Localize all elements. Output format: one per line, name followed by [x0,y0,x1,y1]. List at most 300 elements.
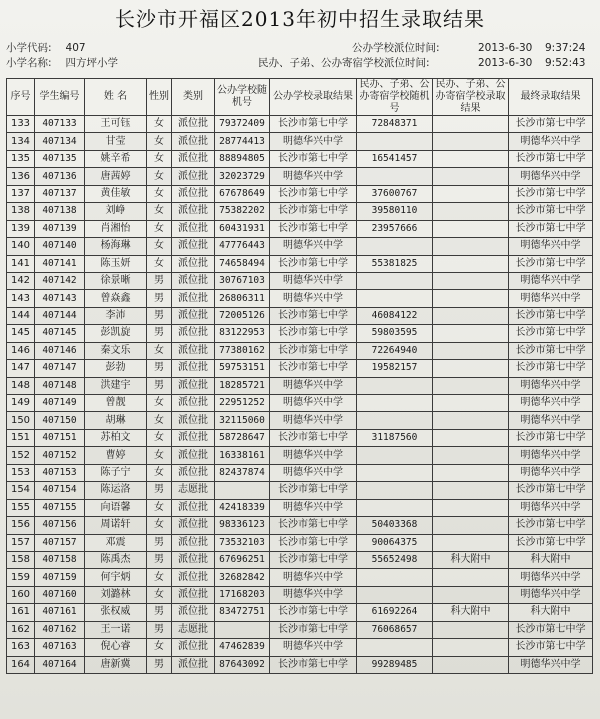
cell-private-random: 55652498 [357,551,433,568]
school-name-label: 小学名称: [6,57,52,69]
cell-name: 杨海琳 [85,238,147,255]
cell-seq: 141 [7,255,35,272]
cell-name: 何宇炳 [85,569,147,586]
cell-private-random [357,290,433,307]
cell-seq: 163 [7,639,35,656]
cell-final-result: 明德华兴中学 [509,412,593,429]
col-header: 民办、子弟、公办寄宿学校随机号 [357,79,433,116]
cell-student-id: 407160 [35,586,85,603]
cell-public-random: 67678649 [215,185,270,202]
cell-private-result: 科大附中 [433,604,509,621]
cell-public-result: 长沙市第七中学 [270,360,357,377]
cell-seq: 158 [7,551,35,568]
cell-name: 姚辛希 [85,150,147,167]
cell-gender: 女 [147,639,172,656]
cell-name: 倪心睿 [85,639,147,656]
cell-private-result [433,586,509,603]
cell-category: 派位批 [172,412,215,429]
cell-gender: 女 [147,255,172,272]
cell-public-random: 59753151 [215,360,270,377]
cell-student-id: 407134 [35,133,85,150]
cell-public-result: 明德华兴中学 [270,586,357,603]
col-header: 性别 [147,79,172,116]
cell-private-random [357,412,433,429]
cell-final-result: 明德华兴中学 [509,447,593,464]
cell-student-id: 407158 [35,551,85,568]
cell-public-random: 32115060 [215,412,270,429]
cell-private-random: 31187560 [357,429,433,446]
cell-final-result: 明德华兴中学 [509,168,593,185]
cell-seq: 136 [7,168,35,185]
cell-gender: 男 [147,534,172,551]
table-row [7,656,593,673]
table-row [7,429,593,446]
cell-seq: 155 [7,499,35,516]
cell-private-random: 16541457 [357,150,433,167]
cell-category: 派位批 [172,429,215,446]
cell-gender: 男 [147,551,172,568]
cell-gender: 女 [147,185,172,202]
cell-final-result: 长沙市第七中学 [509,116,593,133]
cell-private-result [433,429,509,446]
cell-public-result: 长沙市第七中学 [270,429,357,446]
cell-gender: 女 [147,168,172,185]
cell-name: 彭凯旋 [85,325,147,342]
cell-name: 陈玉妍 [85,255,147,272]
table-row [7,639,593,656]
cell-public-random: 60431931 [215,220,270,237]
table-row [7,551,593,568]
cell-private-result [433,639,509,656]
cell-public-result: 明德华兴中学 [270,168,357,185]
cell-seq: 157 [7,534,35,551]
cell-private-random: 99289485 [357,656,433,673]
page-title: 长沙市开福区2013年初中招生录取结果 [115,7,485,31]
cell-name: 刘峥 [85,203,147,220]
cell-student-id: 407159 [35,569,85,586]
cell-seq: 143 [7,290,35,307]
cell-public-random: 88894805 [215,150,270,167]
cell-private-result [433,307,509,324]
cell-private-random: 72264940 [357,342,433,359]
school-code-label: 小学代码: [6,42,52,54]
cell-seq: 142 [7,272,35,289]
cell-public-random: 73532103 [215,534,270,551]
cell-final-result: 明德华兴中学 [509,377,593,394]
cell-final-result: 长沙市第七中学 [509,185,593,202]
cell-student-id: 407140 [35,238,85,255]
cell-private-result [433,499,509,516]
cell-seq: 151 [7,429,35,446]
cell-gender: 女 [147,342,172,359]
cell-seq: 160 [7,586,35,603]
table-row [7,220,593,237]
cell-public-random: 47776443 [215,238,270,255]
cell-private-random: 55381825 [357,255,433,272]
cell-private-result [433,360,509,377]
cell-final-result: 明德华兴中学 [509,133,593,150]
cell-final-result: 长沙市第七中学 [509,342,593,359]
cell-category: 派位批 [172,656,215,673]
school-code-value: 407 [65,42,86,54]
cell-public-result: 明德华兴中学 [270,395,357,412]
cell-seq: 133 [7,116,35,133]
cell-public-result: 明德华兴中学 [270,447,357,464]
cell-student-id: 407164 [35,656,85,673]
cell-final-result: 明德华兴中学 [509,290,593,307]
cell-public-result: 明德华兴中学 [270,133,357,150]
cell-gender: 男 [147,604,172,621]
cell-student-id: 407162 [35,621,85,638]
cell-private-random [357,272,433,289]
table-row [7,586,593,603]
cell-name: 唐新冀 [85,656,147,673]
cell-public-result: 明德华兴中学 [270,272,357,289]
table-row [7,377,593,394]
cell-public-random: 79372409 [215,116,270,133]
cell-private-random [357,482,433,499]
cell-student-id: 407163 [35,639,85,656]
cell-category: 派位批 [172,551,215,568]
cell-private-result [433,464,509,481]
cell-private-random: 76068657 [357,621,433,638]
cell-private-result [433,238,509,255]
cell-final-result: 明德华兴中学 [509,272,593,289]
cell-gender: 女 [147,569,172,586]
cell-private-random [357,639,433,656]
cell-private-result [433,412,509,429]
cell-public-random: 82437874 [215,464,270,481]
cell-name: 陈子宁 [85,464,147,481]
table-row [7,150,593,167]
cell-public-result: 长沙市第七中学 [270,534,357,551]
cell-gender: 男 [147,290,172,307]
public-lottery-time-label: 公办学校派位时间: [352,42,440,54]
cell-student-id: 407138 [35,203,85,220]
cell-gender: 女 [147,395,172,412]
cell-category: 志愿批 [172,482,215,499]
cell-student-id: 407143 [35,290,85,307]
private-lottery-time-label: 民办、子弟、公办寄宿学校派位时间: [258,57,430,69]
cell-private-random [357,168,433,185]
cell-seq: 156 [7,517,35,534]
cell-gender: 女 [147,464,172,481]
cell-public-random: 26806311 [215,290,270,307]
cell-private-random [357,133,433,150]
cell-category: 派位批 [172,377,215,394]
cell-private-random [357,464,433,481]
cell-name: 陈运洛 [85,482,147,499]
cell-public-result: 长沙市第七中学 [270,482,357,499]
cell-final-result: 长沙市第七中学 [509,325,593,342]
private-lottery-date: 2013-6-30 [478,57,533,69]
cell-public-result: 明德华兴中学 [270,377,357,394]
cell-seq: 140 [7,238,35,255]
cell-public-random: 67696251 [215,551,270,568]
private-lottery-time: 9:52:43 [545,57,586,69]
table-row [7,534,593,551]
cell-private-result [433,116,509,133]
cell-private-result [433,377,509,394]
cell-student-id: 407155 [35,499,85,516]
cell-name: 王可钰 [85,116,147,133]
cell-private-result [433,621,509,638]
cell-gender: 男 [147,325,172,342]
cell-final-result: 长沙市第七中学 [509,639,593,656]
table-row [7,168,593,185]
cell-student-id: 407145 [35,325,85,342]
cell-seq: 153 [7,464,35,481]
cell-seq: 134 [7,133,35,150]
cell-final-result: 明德华兴中学 [509,569,593,586]
cell-final-result: 明德华兴中学 [509,499,593,516]
cell-category: 派位批 [172,220,215,237]
cell-final-result: 长沙市第七中学 [509,220,593,237]
cell-private-random: 59803595 [357,325,433,342]
cell-gender: 男 [147,656,172,673]
cell-seq: 138 [7,203,35,220]
cell-public-result: 明德华兴中学 [270,238,357,255]
table-row [7,482,593,499]
table-row [7,395,593,412]
cell-category: 派位批 [172,185,215,202]
cell-name: 黄佳敏 [85,185,147,202]
cell-public-result: 长沙市第七中学 [270,150,357,167]
cell-final-result: 长沙市第七中学 [509,482,593,499]
cell-seq: 145 [7,325,35,342]
cell-public-random: 32023729 [215,168,270,185]
cell-final-result: 明德华兴中学 [509,656,593,673]
cell-private-result [433,220,509,237]
cell-category: 派位批 [172,586,215,603]
cell-private-random: 72848371 [357,116,433,133]
cell-public-random: 28774413 [215,133,270,150]
cell-private-random [357,395,433,412]
cell-gender: 女 [147,517,172,534]
col-header: 民办、子弟、公办寄宿学校录取结果 [433,79,509,116]
school-name-value: 四方坪小学 [65,57,119,69]
cell-category: 派位批 [172,238,215,255]
cell-category: 派位批 [172,116,215,133]
public-lottery-date: 2013-6-30 [478,42,533,54]
cell-student-id: 407139 [35,220,85,237]
cell-name: 邓震 [85,534,147,551]
cell-name: 周诺轩 [85,517,147,534]
cell-private-random: 61692264 [357,604,433,621]
cell-gender: 女 [147,429,172,446]
cell-private-random [357,377,433,394]
cell-name: 洪建宇 [85,377,147,394]
cell-private-result [433,290,509,307]
cell-private-result [433,534,509,551]
cell-private-random: 46084122 [357,307,433,324]
cell-public-result: 长沙市第七中学 [270,604,357,621]
cell-gender: 女 [147,499,172,516]
cell-name: 曾靓 [85,395,147,412]
cell-student-id: 407142 [35,272,85,289]
cell-public-result: 明德华兴中学 [270,499,357,516]
table-row [7,272,593,289]
table-row [7,604,593,621]
cell-student-id: 407153 [35,464,85,481]
cell-public-result: 长沙市第七中学 [270,342,357,359]
table-row [7,325,593,342]
cell-student-id: 407152 [35,447,85,464]
cell-public-random: 22951252 [215,395,270,412]
cell-public-result: 长沙市第七中学 [270,551,357,568]
cell-student-id: 407161 [35,604,85,621]
cell-final-result: 明德华兴中学 [509,238,593,255]
cell-private-result: 科大附中 [433,551,509,568]
cell-gender: 女 [147,203,172,220]
cell-student-id: 407149 [35,395,85,412]
cell-category: 派位批 [172,395,215,412]
cell-public-random: 17168203 [215,586,270,603]
cell-private-result [433,185,509,202]
cell-seq: 144 [7,307,35,324]
cell-name: 张权威 [85,604,147,621]
cell-final-result: 明德华兴中学 [509,395,593,412]
cell-public-result: 长沙市第七中学 [270,116,357,133]
cell-public-result: 明德华兴中学 [270,412,357,429]
cell-name: 王一诺 [85,621,147,638]
cell-private-random: 39580110 [357,203,433,220]
cell-public-result: 明德华兴中学 [270,569,357,586]
cell-gender: 男 [147,307,172,324]
table-row [7,447,593,464]
cell-final-result: 长沙市第七中学 [509,534,593,551]
cell-public-result: 长沙市第七中学 [270,203,357,220]
cell-category: 派位批 [172,133,215,150]
table-row [7,621,593,638]
cell-category: 派位批 [172,325,215,342]
cell-private-result [433,272,509,289]
cell-private-result [433,447,509,464]
cell-public-random: 77380162 [215,342,270,359]
cell-category: 派位批 [172,150,215,167]
cell-public-random: 72005126 [215,307,270,324]
cell-public-random: 83122953 [215,325,270,342]
school-code [6,41,86,55]
col-header: 类别 [172,79,215,116]
cell-public-result: 长沙市第七中学 [270,220,357,237]
cell-name: 肖湘怡 [85,220,147,237]
cell-category: 派位批 [172,168,215,185]
cell-public-result: 长沙市第七中学 [270,185,357,202]
table-row [7,517,593,534]
cell-gender: 女 [147,586,172,603]
cell-seq: 149 [7,395,35,412]
cell-seq: 139 [7,220,35,237]
cell-public-result: 长沙市第七中学 [270,621,357,638]
cell-final-result: 长沙市第七中学 [509,360,593,377]
cell-category: 派位批 [172,464,215,481]
cell-public-random: 32682842 [215,569,270,586]
cell-gender: 男 [147,482,172,499]
table-row [7,360,593,377]
cell-final-result: 科大附中 [509,551,593,568]
cell-seq: 152 [7,447,35,464]
cell-public-random: 75382202 [215,203,270,220]
cell-public-random: 98336123 [215,517,270,534]
cell-private-random [357,238,433,255]
cell-name: 曹婷 [85,447,147,464]
cell-seq: 137 [7,185,35,202]
cell-student-id: 407133 [35,116,85,133]
cell-name: 彭勃 [85,360,147,377]
public-lottery-time: 9:37:24 [545,42,586,54]
cell-seq: 150 [7,412,35,429]
cell-gender: 女 [147,238,172,255]
cell-private-random: 19582157 [357,360,433,377]
cell-private-random: 90064375 [357,534,433,551]
cell-category: 派位批 [172,639,215,656]
cell-public-result: 长沙市第七中学 [270,307,357,324]
cell-private-result [433,342,509,359]
cell-category: 派位批 [172,272,215,289]
cell-student-id: 407141 [35,255,85,272]
cell-private-result [433,569,509,586]
cell-gender: 男 [147,360,172,377]
table-row [7,569,593,586]
cell-seq: 146 [7,342,35,359]
cell-student-id: 407154 [35,482,85,499]
cell-student-id: 407137 [35,185,85,202]
table-row [7,464,593,481]
table-row [7,203,593,220]
cell-gender: 女 [147,150,172,167]
results-table [6,78,593,674]
cell-private-result [433,133,509,150]
cell-private-random [357,569,433,586]
cell-student-id: 407150 [35,412,85,429]
cell-private-random [357,499,433,516]
cell-name: 唐茜婷 [85,168,147,185]
cell-gender: 女 [147,133,172,150]
cell-category: 派位批 [172,517,215,534]
cell-gender: 女 [147,220,172,237]
cell-category: 派位批 [172,290,215,307]
cell-public-random: 18285721 [215,377,270,394]
table-row [7,307,593,324]
cell-public-random: 30767103 [215,272,270,289]
cell-private-result [433,203,509,220]
table-row [7,116,593,133]
cell-category: 派位批 [172,447,215,464]
cell-student-id: 407146 [35,342,85,359]
cell-category: 派位批 [172,604,215,621]
cell-name: 秦文乐 [85,342,147,359]
cell-private-random: 50403368 [357,517,433,534]
cell-category: 派位批 [172,569,215,586]
cell-private-random: 23957666 [357,220,433,237]
cell-gender: 男 [147,377,172,394]
cell-public-random: 47462839 [215,639,270,656]
cell-public-result: 长沙市第七中学 [270,255,357,272]
cell-category: 派位批 [172,342,215,359]
cell-private-result [433,325,509,342]
cell-category: 派位批 [172,255,215,272]
cell-final-result: 长沙市第七中学 [509,621,593,638]
cell-student-id: 407157 [35,534,85,551]
col-header: 最终录取结果 [509,79,593,116]
cell-gender: 女 [147,116,172,133]
col-header: 姓 名 [85,79,147,116]
cell-public-result: 长沙市第七中学 [270,656,357,673]
table-row [7,499,593,516]
cell-public-result: 明德华兴中学 [270,464,357,481]
cell-category: 派位批 [172,360,215,377]
